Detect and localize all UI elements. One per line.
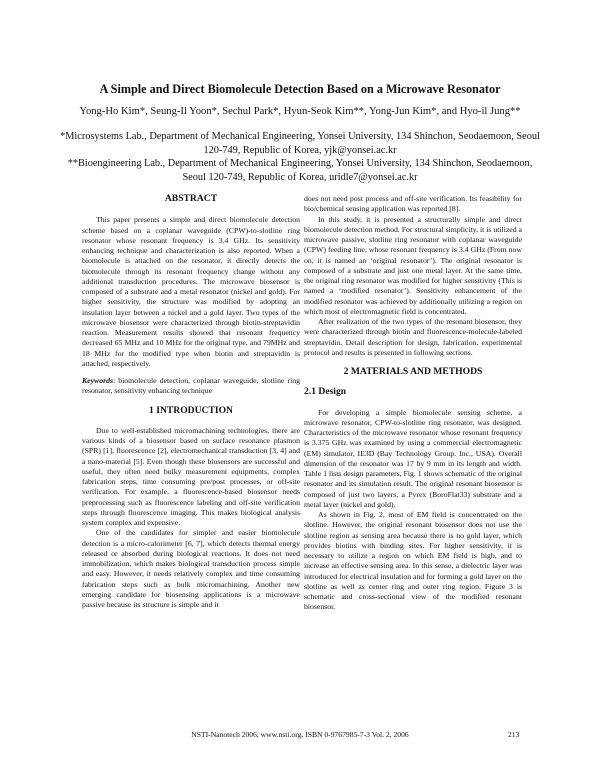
paper-title: A Simple and Direct Biomolecule Detection Based on a Microwave Resonator [99,82,501,96]
keywords-label: Keywords [82,376,113,385]
author-list: Yong-Ho Kim*, Seung-Il Yoon*, Sechul Park*, Hyun-Seok Kim**, Yong-Jun Kim*, and Hyo-il Jung** [79,106,521,117]
keywords [82,376,300,397]
keywords-text: : biomolecule detection, coplanar waveguide, slotline ring resonator, sensitivity enhancing technique [82,376,300,396]
body-paragraph-1: does not need post process and off-site verification. Its feasibility for bio/chemical sensing application was reported [8]. [304,194,522,214]
affiliation-1: *Microsystems Lab., Department of Mechanical Engineering, Yonsei University, 134 Shinchon, Seodaemoon, Seoul 120-749, Republic of Korea, yjk@yonsei.ac.kr [60,131,540,156]
intro-paragraph-2: One of the candidates for simpler and easier biomolecule detection is a micro-calorimeter [6, 7], which detects thermal energy released or absorbed during biological reactions. It does not need immobilization, which makes biological transduction process simple and easy. However, it needs relatively complex and time consuming fabrication steps such as bulk micromachining. Another new emerging candidate for biosensing applications is a microwave passive because its structure is simple and it [82,528,300,609]
body-paragraph-3: After realization of the two types of the resonant biosensor, they were characterized through biotin and fluorescence-molecule-labeled streptavidin. Detail description for design, fabrication, experimental protocol and results is presented in following sections. [304,317,522,357]
footer-citation: NSTI-Nanotech 2006, www.nsti.org, ISBN 0-9767985-7-3 Vol. 2, 2006 [191,730,409,739]
abstract-text: This paper presents a simple and direct biomolecule detection scheme based on a coplanar waveguide (CPW)-to-slotline ring resonator whose resonant frequency is 3.4 GHz. Its sensitivity enhancing technique and characterization is also reported. When a biomolecule is attached on the resonator, it directly detects the biomolecule through its resonant frequency change without any additional transduction procedures. The microwave biosensor is composed of a substrate and a metal resonator (nickel and gold). For higher sensitivity, the structure was modified by adopting an insulation layer between a nickel and a gold layer. Two types of the microwave biosensor were characterized through biotin-streptavidin reaction. Measurement results showed that resonant frequency decreased 65 MHz and 10 MHz for the original type, and 79MHz and 18 MHz for the modified type when biotin and streptavidin is attached, respectively. [82,215,300,368]
intro-heading: 1 INTRODUCTION [149,404,233,416]
affiliations [60,130,540,184]
design-heading: 2.1 Design [304,386,347,398]
right-column [304,194,522,613]
affiliation-2: **Bioengineering Lab., Department of Mechanical Engineering, Yonsei University, 134 Shinchon, Seodaemoon, Seoul 120-749, Republic of Korea, uridle7@yonsei.ac.kr [67,158,533,183]
abstract-heading: ABSTRACT [164,193,218,204]
methods-heading: 2 MATERIALS AND METHODS [343,366,483,377]
intro-paragraph-1: Due to well-established micromachining technologies, there are various kinds of a biosensor based on surface resonance plasmon (SPR) [1], fluorescence [2], electromechanical transduction [3, 4] and a nano-material [5]. Even though these biosensors are successful and useful, they often need bulky measurement equipments, complex fabrication steps, time consuming pre/post processes, or off-site verification. For example, a fluorescence-based biosensor needs preprocessing such as fluorescence labeling and off-site verification steps through fluorescence imaging. This makes biological analysis system complex and expensive. [82,425,300,527]
page-number: 213 [508,730,520,739]
left-column [82,194,300,610]
design-paragraph-1: For developing a simple biomolecule sensing scheme, a microwave resonator, CPW-to-slotline ring resonator, was designed. Characteristics of the microwave resonator whose resonant frequency is 3.375 GHz was examined by using a commercial electromagnetic (EM) simulator, IE3D (Bay Technology Group. Inc., USA). Overall dimension of the resonator was 17 by 9 mm in its length and width. Table 1 lists design parameters, Fig. 1 shows schematic of the original resonator and its simulation result. The original resonant biosensor is composed of just two layers, a Pyrex (BoroFlat33) substrate and a metal layer (nickel and gold). [304,407,522,509]
design-paragraph-2: As shown in Fig. 2, most of EM field is concentrated on the slotline. However, the original resonant biosensor does not use the slotline region as sensing area because there is no gold layer, which provides biotins with binding sites. For higher sensitivity, it is necessary to utilize a region on which EM field is high, and to increase an effective sensing area. In this sense, a dielectric layer was introduced for electrical insulation and for forming a gold layer on the slotline as well as center ring and outer ring region. Figure 3 is schematic and cross-sectional view of the modified resonant biosensor. [304,510,522,612]
body-paragraph-2: In this study, it is presented a structurally simple and direct biomolecule detection method. For structural simplicity, it is utilized a microwave passive, slotline ring resonator with coplanar waveguide (CPW) feeding line, whose resonant frequency is 3.4 GHz (From now on, it is named an ‘original resonator’). The original resonator is composed of a substrate and just one metal layer. At the same time, the original ring resonator was modified for higher sensitivity (This is named a ‘modified resonator’). Sensitivity enhancement of the modified resonator was achieved by additionally utilizing a region on which most of electromagnetic field is concentrated. [304,214,522,316]
